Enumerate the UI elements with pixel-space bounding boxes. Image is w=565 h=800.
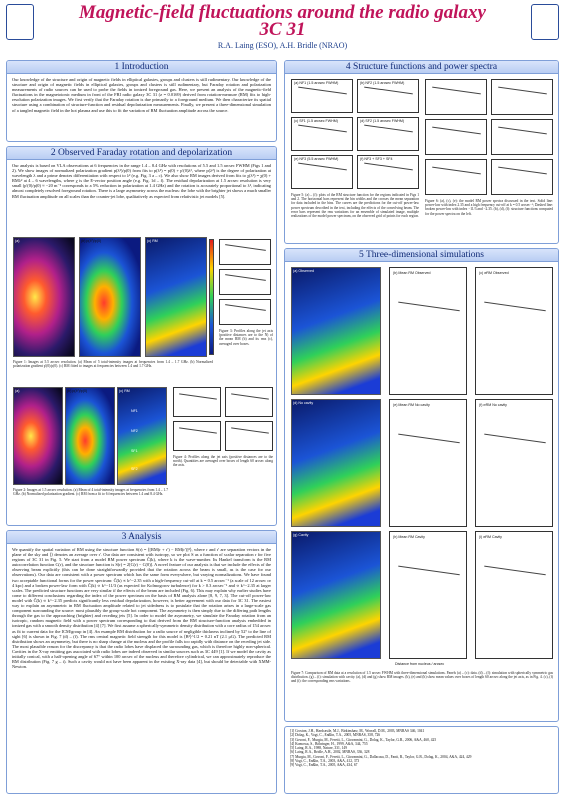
section-introduction (6, 60, 277, 142)
ps-plot-e (425, 159, 487, 195)
fig1a-label: (a) (15, 239, 20, 243)
section-text: Our knowledge of the structure and origin of magnetic fields in elliptical galaxies, groups and clusters is still rudimentary. Our knowledge of the structure and origin of magnetic fields in elliptical galaxies, groups and clusters is still rudimentary, but Faraday rotation and polarization measurements of radio sources can be used to probe the fields in ionized foreground gas. Here, we present an analysis of the magnetic-field fluctuations in the magnetoionic medium in front of the FRI radio galaxy 3C 31 (z = 0.0169) derived from rotation-measure (RM) fits to high-resolution polarization images. We first verify that the Faraday rotation is due primarily to a foreground medium. We then characterize its spatial structure using a combination of structure-function and residual depolarization measurements. Finally, we present a three-dimensional simulation of a tangled magnetic field in the hot plasma and use this to fit the variation of RM fluctuation amplitude across the source. (12, 77, 271, 113)
sf-label-d: (d) SF2 (1.5 arcsec FWHM) (360, 119, 405, 123)
region-label-sf2: SF2 (131, 467, 138, 471)
fig1-caption: Figure 1: Images at 5.5 arcsec resolution. (a) Mean of 5 total-intensity images at frequencies from 1.4 – 1.7 GHz. (b) Normalized polarization gradient p'(0)/p(0). (c) RM fitted to images at frequencies between 1.4 and 1.7 GHz. (13, 360, 213, 369)
fig6-caption: Figure 6: (a), (c), (e): the model RM power spectra discussed in the text. Solid line: power-law with index 2.35 and a high frequency cut-off at k = 0.5 arcsec⁻¹; Dashed line: broken power-law with index −11/3 and −2.35. (b), (d), (f): structure functions computed for the power spectra on the left. (425, 199, 553, 216)
fig2-caption: Figure 2: Images at 1.5 arcsec resolution. (a) Mean of 4 total-intensity images at frequencies from 1.4 – 1.7 GHz. (b) Normalized polarization gradient. (c) RM from a fit to 6 frequencies between 1.4 and 8.4 GHz. (13, 488, 168, 497)
fig2c-label: (c) RM (119, 389, 130, 393)
authors: R.A. Laing (ESO), A.H. Bridle (NRAO) (217, 41, 348, 50)
section-references (284, 726, 559, 794)
ps-plot-a (425, 79, 487, 115)
fig1b-label: (b) p(λ²)/p(0) (81, 239, 102, 243)
reference-item: [3] Govoni, F., Murgia, M., Feretti, L., Giovannini, G., Dolag, K., Taylor, G.B., 2006, A&A, 460, 425 (290, 737, 437, 742)
fig1-rm-map (145, 237, 207, 357)
region-label-nf2: NF2 (131, 429, 138, 433)
fig2-total-intensity-map (13, 387, 63, 485)
ps-plot-c (425, 119, 487, 155)
fig2b-label: (b) p(λ²)/p(0) (67, 389, 88, 393)
ps-plot-d (491, 119, 553, 155)
sf-label-a: (a) NF1 (1.5 arcsec FWHM) (294, 81, 339, 85)
reference-item: [9] Vogt, C., Enßlin, T.A., 2005, A&A, 434, 67 (290, 763, 358, 768)
sigma-label-no-cavity: (f) σRM No cavity (479, 403, 507, 407)
reference-item: [8] Vogt, C., Enßlin, T.A., 2003, A&A, 412, 373 (290, 759, 360, 764)
reference-item: [4] Komossa, S., Böhringer, H., 1999, A&A, 344, 755 (290, 741, 368, 746)
fig1-polarization-gradient-map (79, 237, 141, 357)
section-analysis (6, 530, 277, 794)
section-heading: 3 Analysis (7, 531, 276, 544)
sf-label-c: (c) SF1 (1.5 arcsec FWHM) (294, 119, 338, 123)
sigma-rm-plot-no-cavity (475, 399, 553, 527)
references-list (285, 727, 558, 770)
row-label-no-cavity: (d) No cavity (293, 401, 314, 405)
fig2-polarization-gradient-map (65, 387, 115, 485)
sigma-label-cavity: (i) σRM Cavity (479, 535, 502, 539)
section-3d-simulations (284, 248, 559, 722)
fig1-total-intensity-map (13, 237, 75, 357)
sigma-rm-plot-cavity (475, 531, 553, 659)
section-observed (6, 146, 277, 526)
title-line-1: Magnetic-field fluctuations around the radio galaxy (79, 2, 486, 23)
header (0, 0, 565, 56)
mean-rm-plot-no-cavity (389, 399, 467, 527)
poster-title (0, 0, 565, 38)
region-label-sf1: SF1 (131, 449, 138, 453)
sigma-rm-plot-observed (475, 267, 553, 395)
section-text: We quantify the spatial variation of RM using the structure function S(r) = ⟨[RM(r + r') − RM(r')]²⟩, where r and r' are separation vectors in the plane of the sky and ⟨⟩ denotes an average over r'. Our data are consistent with isotropy, so we plot S as a function of scalar separation r for five regions of 3C 31 in Fig. 5. We start from a model RM power spectrum Ĉ(k), where k is the wave-number. Its Hankel transform is the RM autocorrelation function C(r), and the structure function is S(r) = 2[C(r) − C(0)]. A novel feature of our analysis is that we include the effects of the observing beam explicitly (this can be done straightforwardly provided that the rotation across the beam is small, as is the case for our observations). Our data are consistent with a power spectrum which has the same form everywhere, but varying normalizations. We have found two acceptable functional forms for the power spectrum: Ĉ(k) ∝ k^−2.35 with a high-frequency cut-off at k = 0.5 arcsec⁻¹ (a scale of 12 arcsec or 4 kpc) and a broken power-law form with Ĉ(k) ∝ k^−11/3 (as expected for Kolmogorov turbulence) for k > 0.3 arcsec⁻¹ and ∝ k^−2.35 at larger scales. The predicted structure functions are very similar if the effects of the beam are included (Fig. 6). This may explain why earlier studies have come to different conclusions regarding the index of the power spectrum on the basis of RM analysis alone [8, 9, 7, 3]. The cut-off power-law model with Ĉ(k) ∝ k^−2.35 predicts significantly less residual depolarization, however, is better agreement with our data for 3C 31. The easiest way to explain an asymmetric in RM fluctuation amplitude related to jet sidedness is to postulate that the rotation arises in a large-scale gas component surrounding the source: most plausibly the group-scale hot component. The asymmetry is then simply due to the differing path lengths through the gas to the approaching (brighter) and receding jets [5]. In order to model the asymmetry, we simulate the Faraday rotation from an isotropic, random magnetic field with a power spectrum corresponding to that derived from the RM structure-function analysis embedded in ionized gas with a smooth density distribution [4] [7]. We first assume a spherically-symmetric density distribution with a core radius of 154 arcsec as fit to current data for the ICM/group in [4]. An example RM distribution for a radio source of negligible thickness inclined by 52° to the line of sight [6] is shown in Fig. 7 (d) – (f). The rms central magnetic field strength for this model is ⟨B²⟩^1/2 = 0.21 nT (2.1 μG). The predicted RM distribution shows an asymmetry, but there is no sharp change at the nucleus and the profile falls too rapidly with distance on the receding jet side. The most plausible reason for the discrepancy is that the radio lobes have displaced the surrounding gas, which is therefore highly non-spherical. Cavities in the X-ray emitting gas associated with radio lobes are indeed observed in similar sources such as 3C 449 [1]. If we model the cavity as initially conical, with a half-opening angle of 67° within 100 arcsec of the nucleus and therefore cylindrical, we can approximately reproduce the RM distribution (Fig. 7 g – i). Such a cavity would not have been apparent in the existing X-ray data [4], but should be detectable with XMM-Newton. (12, 547, 271, 670)
ps-plot-b (491, 79, 553, 115)
section-heading: 4 Structure functions and power spectra (285, 61, 558, 74)
section-structure-functions (284, 60, 559, 244)
title-line-2: 3C 31 (259, 19, 306, 40)
sigma-label-observed: (c) σRM Observed (479, 271, 509, 275)
sf-label-b: (b) NF2 (1.5 arcsec FWHM) (360, 81, 405, 85)
fig4-plot-a (173, 387, 221, 417)
fig5-caption: Figure 5: (a) – (f): plots of the RM structure function for the regions indicated in Figs 1 and 2. The horizontal bars represent the bin widths and the crosses the mean separation for data included in the bins. The curves are the predictions for the cut-off power-law power spectrum described in the text, including the effects of the convolving beam. The error bars represent the rms variations for an ensemble of simulated image, multiple realizations of the model power spectrum, on the observed grid of points for each region. (291, 193, 419, 219)
reference-item: [2] Dolag, K., Vogt, C., Enßlin, T.A., 2005, MNRAS, 358, 726 (290, 733, 381, 738)
fig2-rm-map (117, 387, 167, 485)
nrao-logo (531, 4, 559, 40)
ps-plot-f (491, 159, 553, 195)
fig4-plot-b (225, 387, 273, 417)
fig1c-label: (c) RM (147, 239, 158, 243)
rm-map-observed (291, 267, 381, 395)
fig3-caption: Figure 3: Profiles along the jet axis (positive distances are to the N) of the mean RM (b) and its rms (c), averaged over boxes. (219, 329, 273, 346)
sf-label-e: (e) NF3 (5.5 arcsec FWHM) (294, 157, 339, 161)
rm-map-cavity (291, 531, 381, 659)
eso-logo (6, 4, 34, 40)
mean-rm-plot-observed (389, 267, 467, 395)
row-label-observed: (a) Observed (293, 269, 314, 273)
mean-label-no-cavity: (e) Mean RM No cavity (393, 403, 430, 407)
sim-x-axis-label: Distance from nucleus / arcsec (395, 662, 445, 666)
reference-item: [1] Croston, J.H., Hardcastle, M.J., Birkinshaw, M., Worrall, D.M., 2003, MNRAS 346, 1041 (290, 729, 425, 733)
section-heading: 5 Three-dimensional simulations (285, 249, 558, 262)
row-label-cavity: (g) Cavity (293, 533, 309, 537)
fig3-plot-middle (219, 269, 271, 295)
fig3-plot-bottom (219, 299, 271, 325)
sf-label-f: (f) NF3 + SF3 + SF4 (360, 157, 393, 161)
region-label-nf1: NF1 (131, 409, 138, 413)
fig4-caption: Figure 4: Profiles along the jet axis (positive distances are to the north). Quantities are averaged over boxes of length 60 arcsec along the axis. (173, 455, 273, 468)
fig2a-label: (a) (15, 389, 20, 393)
reference-item: [6] Laing, R.A., Bridle, A.H., 2002, MNRAS, 336, 328 (290, 750, 370, 755)
section-heading: 1 Introduction (7, 61, 276, 74)
section-heading: 2 Observed Faraday rotation and depolarization (7, 147, 276, 160)
fig1-colorbar (209, 239, 214, 355)
mean-rm-plot-cavity (389, 531, 467, 659)
fig3-plot-top (219, 239, 271, 265)
mean-label-cavity: (h) Mean RM Cavity (393, 535, 425, 539)
rm-map-no-cavity (291, 399, 381, 527)
section-text: Our analysis is based on VLA observations at 6 frequencies in the range 1.4 – 8.4 GHz with resolutions of 5.5 and 1.5 arcsec FWHM (Figs 1 and 2). We show images of normalized polarization gradient p(λ²)/p(0) from fits to p(λ²) = p(0) + p'(0)λ², where p(λ²) is the degree of polarization at wavelength λ and a prime denotes differentiation with respect to λ² (e.g. Fig. 3 a – c). We also show RM images derived from fits to χ(λ²) = χ(0) + RMλ² at 4 – 6 wavelengths, where χ is the E-vector position angle (e.g. Fig. 1d – f). The residual depolarization at 1.5 arcsec resolution is very small (p'(0)/p(0) ≈ −20 m⁻² corresponds to a 5% reduction in polarization at 1.4 GHz) and the rotation is accurately proportional to λ², indicating almost completely resolved foreground rotation. There is a large asymmetry across the nucleus: the lobe with the brighter jet shows a much smaller RM fluctuation amplitude on all scales than the counter-jet lobe, qualitatively as expected from relativistic jet models [5]. (12, 163, 271, 199)
fig4-plot-d (225, 421, 273, 451)
mean-label-observed: (b) Mean RM Observed (393, 271, 431, 275)
fig4-plot-c (173, 421, 221, 451)
reference-item: [7] Murgia, M., Govoni, F., Feretti, L., Giovannini, G., Dallacasa, D., Fanti, R., Taylor, G.B., Dolag, K., 2004, A&A, 424, 429 (290, 754, 472, 759)
reference-item: [5] Laing, R.A., 1988, Nature, 331, 149 (290, 746, 347, 751)
fig7-caption: Figure 7: Comparison of RM data at a resolution of 1.5 arcsec FWHM with three-dimensional simulations. Panels (a) – (c): data. (d) – (f): simulation with spherically symmetric gas distribution. (g) – (i): simulation with cavity. (a), (d) and (g) show RM images. (b), (e) and (h) show mean values over boxes of length 60 arcsec along the jet axis, as in Fig. 4. (c), (f) and (i): the corresponding rms variations. (291, 671, 553, 684)
